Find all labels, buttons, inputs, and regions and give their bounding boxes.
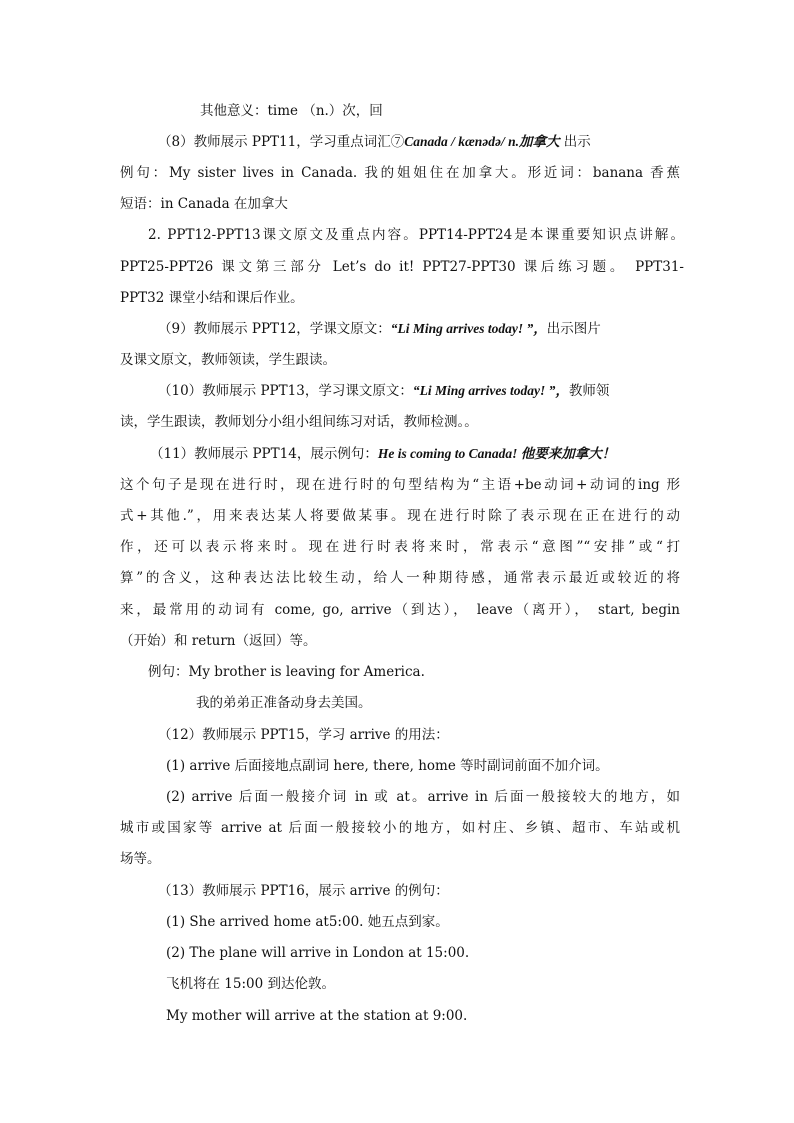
text-span: 及课文原文，教师领读，学生跟读。 <box>120 352 336 368</box>
text-span: 出示 <box>559 134 591 150</box>
text-line-example-translation <box>196 694 496 712</box>
text-line-section-2 <box>148 226 684 244</box>
text-span: 飞机将在 15:00 到达伦敦。 <box>166 976 335 992</box>
text-line-example-canada <box>120 164 680 182</box>
text-line-step-10-cont <box>120 413 680 431</box>
text-line-grammar-1 <box>120 476 680 494</box>
text-line-arrive-rule-1 <box>166 757 680 775</box>
text-span: PPT32 课堂小结和课后作业。 <box>120 290 304 306</box>
text-span: 算”的含义，这种表达法比较生动，给人一种期待感，通常表示最近或较近的将 <box>120 570 680 586</box>
text-span: 短语：in Canada 在加拿大 <box>120 196 288 212</box>
text-line-phrase-canada <box>120 195 680 213</box>
text-span: (2) arrive 后面一般接介词 in 或 at。arrive in 后面一般接较大的地方，如 <box>166 789 680 805</box>
text-line-grammar-4 <box>120 569 680 587</box>
text-span: (1) She arrived home at5:00. 她五点到家。 <box>166 914 449 930</box>
lesson-title: “Li Ming arrives today! ”， <box>390 321 547 336</box>
text-line-grammar-5 <box>120 601 680 619</box>
text-line-arrive-example-2-translation <box>166 975 566 993</box>
vocab-canada: Canada / kænədə/ n.加拿大 <box>404 134 560 149</box>
text-line-example <box>148 663 548 681</box>
text-line-ppt25 <box>120 258 684 276</box>
text-span: PPT25-PPT26 课文第三部分 Let’s do it! PPT27-PPT30 课后练习题。 PPT31- <box>120 259 684 275</box>
text-line-step-9 <box>158 320 680 338</box>
lesson-title: “Li Ming arrives today! ”， <box>412 383 569 398</box>
text-line-arrive-example-1 <box>166 913 566 931</box>
text-span: 我的弟弟正准备动身去美国。 <box>196 695 372 711</box>
text-span: 来，最常用的动词有 come, go, arrive（到达）， leave（离开）， start, begin <box>120 602 680 618</box>
text-line-ppt32 <box>120 289 680 307</box>
text-span: 其他意义：time （n.）次，回 <box>200 103 383 119</box>
text-line-arrive-rule-2-cont <box>120 819 680 837</box>
text-line-step-12 <box>158 726 558 744</box>
text-span: 2. PPT12-PPT13课文原文及重点内容。PPT14-PPT24是本课重要知识点讲解。 <box>148 227 684 243</box>
text-span: (1) arrive 后面接地点副词 here, there, home 等时副词前面不加介词。 <box>166 758 609 774</box>
text-line-arrive-rule-2-end <box>120 850 680 868</box>
text-span: 例句：My sister lives in Canada. 我的姐姐住在加拿大。形近词：banana 香蕉 <box>120 165 680 181</box>
text-line-grammar-3 <box>120 538 680 556</box>
text-span: 例句：My brother is leaving for America. <box>148 664 425 680</box>
text-span: 读，学生跟读，教师划分小组小组间练习对话，教师检测。。 <box>120 414 478 430</box>
text-span: （13）教师展示 PPT16，展示 arrive 的例句： <box>158 883 449 899</box>
text-line-arrive-example-2 <box>166 944 566 962</box>
example-sentence: He is coming to Canada! 他要来加拿大！ <box>377 446 616 461</box>
text-span: （8）教师展示 PPT11，学习重点词汇⑦ <box>158 134 405 150</box>
text-line-step-9-cont <box>120 351 680 369</box>
text-span: （9）教师展示 PPT12，学课文原文： <box>158 321 391 337</box>
text-line-step-8 <box>158 133 680 151</box>
text-span: 这个句子是现在进行时，现在进行时的句型结构为“主语+be动词+动词的ing 形 <box>120 477 680 493</box>
text-span: （11）教师展示 PPT14，展示例句： <box>150 446 378 462</box>
text-span: 教师领 <box>568 383 610 399</box>
text-span: 场等。 <box>120 851 161 867</box>
text-line-step-11 <box>150 445 686 463</box>
text-span: (2) The plane will arrive in London at 15:00. <box>166 945 470 961</box>
text-line-grammar-2 <box>120 507 680 525</box>
text-span: （10）教师展示 PPT13，学习课文原文： <box>158 383 413 399</box>
text-span: 城市或国家等 arrive at 后面一般接较小的地方，如村庄、乡镇、超市、车站或机 <box>120 820 680 836</box>
text-line-grammar-6 <box>120 632 680 650</box>
text-span: 出示图片 <box>546 321 601 337</box>
text-line-other-meaning <box>200 102 500 120</box>
text-line-arrive-rule-2 <box>166 788 680 806</box>
text-line-step-10 <box>158 382 680 400</box>
text-span: 式+其他.”，用来表达某人将要做某事。现在进行时除了表示现在正在进行的动 <box>120 508 680 524</box>
text-span: （12）教师展示 PPT15，学习 arrive 的用法： <box>158 727 449 743</box>
text-line-arrive-example-3 <box>166 1007 566 1025</box>
text-span: （开始）和 return（返回）等。 <box>120 633 317 649</box>
text-span: My mother will arrive at the station at 9:00. <box>166 1008 468 1024</box>
text-span: 作，还可以表示将来时。现在进行时表将来时，常表示“意图”“安排”或“打 <box>120 539 680 555</box>
text-line-step-13 <box>158 882 558 900</box>
